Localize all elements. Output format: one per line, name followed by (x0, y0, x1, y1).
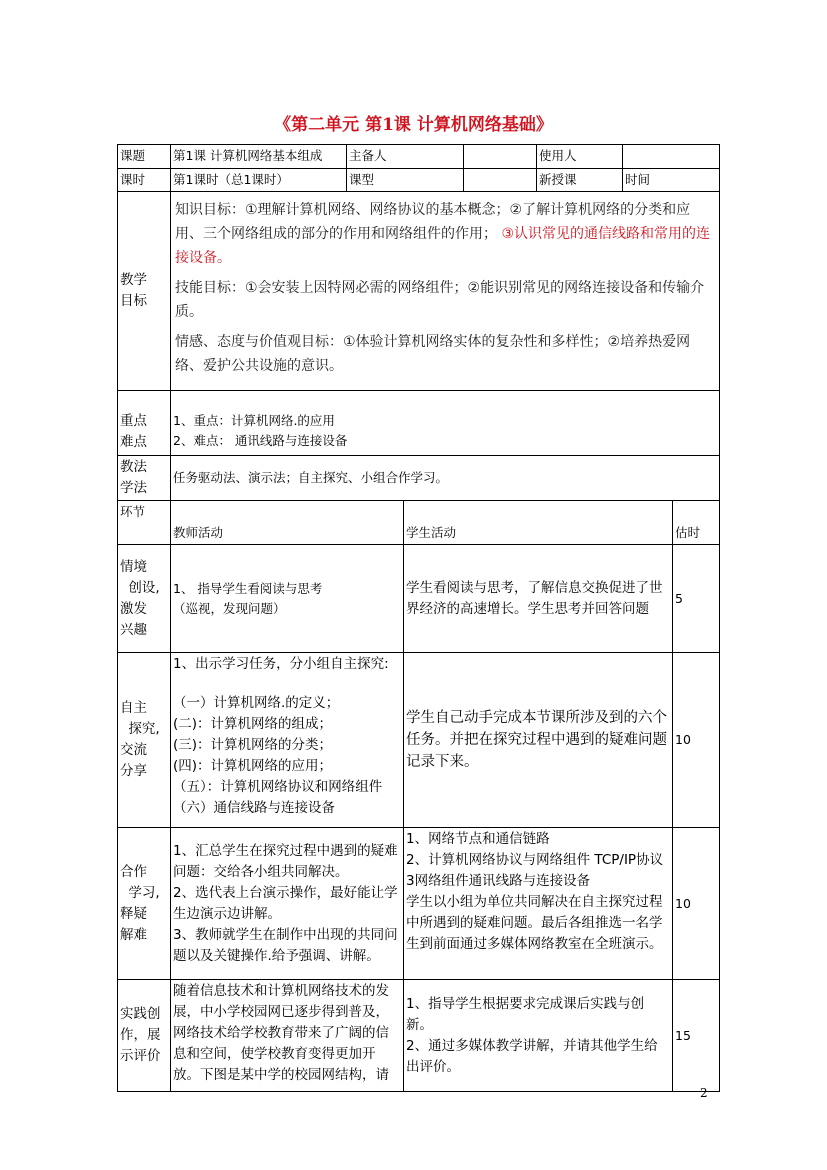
header-row-topic (118, 145, 720, 169)
time-cell: 15 (673, 980, 720, 1092)
methods-label: 教法 学法 (118, 456, 171, 501)
time-cell: 10 (673, 828, 720, 980)
methods-row (118, 456, 720, 501)
teacher-cell: 1、 指导学生看阅读与思考 （巡视，发现问题） (171, 545, 404, 653)
topic-label: 课题 (118, 145, 171, 169)
student-cell: 1、指导学生根据要求完成课后实践与创新。 2、通过多媒体教学讲解，并请其他学生给出评价。 (404, 980, 673, 1092)
document-title: 《第二单元 第1课 计算机网络基础》 (274, 115, 553, 135)
time-cell: 5 (673, 545, 720, 653)
emotion-goal: 情感、态度与价值观目标：①体验计算机网络实体的复杂性和多样性；②培养热爱网络、爱护公共设施的意识。 (175, 334, 691, 374)
time-label: 时间 (623, 169, 720, 192)
stage-cell: 自主 探究, 交流 分享 (118, 653, 171, 828)
user-value (623, 145, 720, 169)
lesson-type-label: 课型 (347, 169, 464, 192)
col-student: 学生活动 (404, 501, 673, 545)
blank-cell (464, 169, 537, 192)
col-teacher: 教师活动 (171, 501, 404, 545)
lesson-type-value: 新授课 (537, 169, 623, 192)
lesson-plan-table (117, 144, 720, 1092)
table-row (118, 545, 720, 653)
column-header-row (118, 501, 720, 545)
knowledge-goal-highlight: ③认识常见的通信线路和常用的连接设备。 (175, 226, 711, 266)
time-cell: 10 (673, 653, 720, 828)
table-row (118, 653, 720, 828)
preparer-label: 主备人 (347, 145, 464, 169)
stage-cell: 情境 创设, 激发 兴趣 (118, 545, 171, 653)
table-row (118, 980, 720, 1092)
teacher-cell: 1、出示学习任务，分小组自主探究: （一）计算机网络.的定义； (二)：计算机网络的组成； (三)：计算机网络的分类； (四)：计算机网络的应用； （五）：计算机网络协议和网络组件 （六）通信线路与连接设备 (171, 653, 404, 828)
goals-label: 教学 目标 (118, 192, 171, 391)
user-label: 使用人 (537, 145, 623, 169)
key-points-label: 重点 难点 (118, 391, 171, 456)
key-points-row (118, 391, 720, 456)
table-row (118, 828, 720, 980)
student-cell: 学生自己动手完成本节课所涉及到的六个任务。并把在探究过程中遇到的疑难问题记录下来。 (404, 653, 673, 828)
teacher-cell: 1、汇总学生在探究过程中遇到的疑难问题：交给各小组共同解决。 2、选代表上台演示操作，最好能让学生边演示边讲解。 3、教师就学生在制作中出现的共同问题以及关键操作.给予强调、讲解。 (171, 828, 404, 980)
topic-value: 第1课 计算机网络基本组成 (171, 145, 347, 169)
methods-text: 任务驱动法、演示法；自主探究、小组合作学习。 (171, 456, 720, 501)
period-label: 课时 (118, 169, 171, 192)
stage-cell: 实践创 作，展 示评价 (118, 980, 171, 1092)
header-row-period (118, 169, 720, 192)
col-time: 估时 (673, 501, 720, 545)
student-cell: 学生看阅读与思考，了解信息交换促进了世界经济的高速增长。学生思考并回答问题 (404, 545, 673, 653)
period-value: 第1课时（总1课时） (171, 169, 347, 192)
knowledge-goal: 知识目标：①理解计算机网络、网络协议的基本概念；②了解计算机网络的分类和应用、三个网络组成的部分的作用和网络组件的作用； (175, 202, 691, 242)
student-cell: 1、网络节点和通信链路 2、计算机网络协议与网络组件 TCP/IP协议 3网络组件通讯线路与连接设备 学生以小组为单位共同解决在自主探究过程中所遇到的疑难问题。最后各组推选一名学生到前面通过多媒体网络教室在全班演示。 (404, 828, 673, 980)
key-points-text: 1、重点：计算机网络.的应用 2、难点： 通讯线路与连接设备 (171, 391, 720, 456)
stage-cell: 合作 学习, 释疑 解难 (118, 828, 171, 980)
col-stage: 环节 (118, 501, 171, 545)
skill-goal: 技能目标：①会安装上因特网必需的网络组件；②能识别常见的网络连接设备和传输介质。 (175, 280, 705, 320)
page-number: 2 (700, 1086, 708, 1100)
preparer-value (464, 145, 537, 169)
goals-text (171, 192, 720, 391)
goals-row (118, 192, 720, 391)
teacher-cell: 随着信息技术和计算机网络技术的发展，中小学校园网已逐步得到普及，网络技术给学校教育带来了广阔的信息和空间，使学校教育变得更加开放。下图是某中学的校园网结构，请 (171, 980, 404, 1092)
